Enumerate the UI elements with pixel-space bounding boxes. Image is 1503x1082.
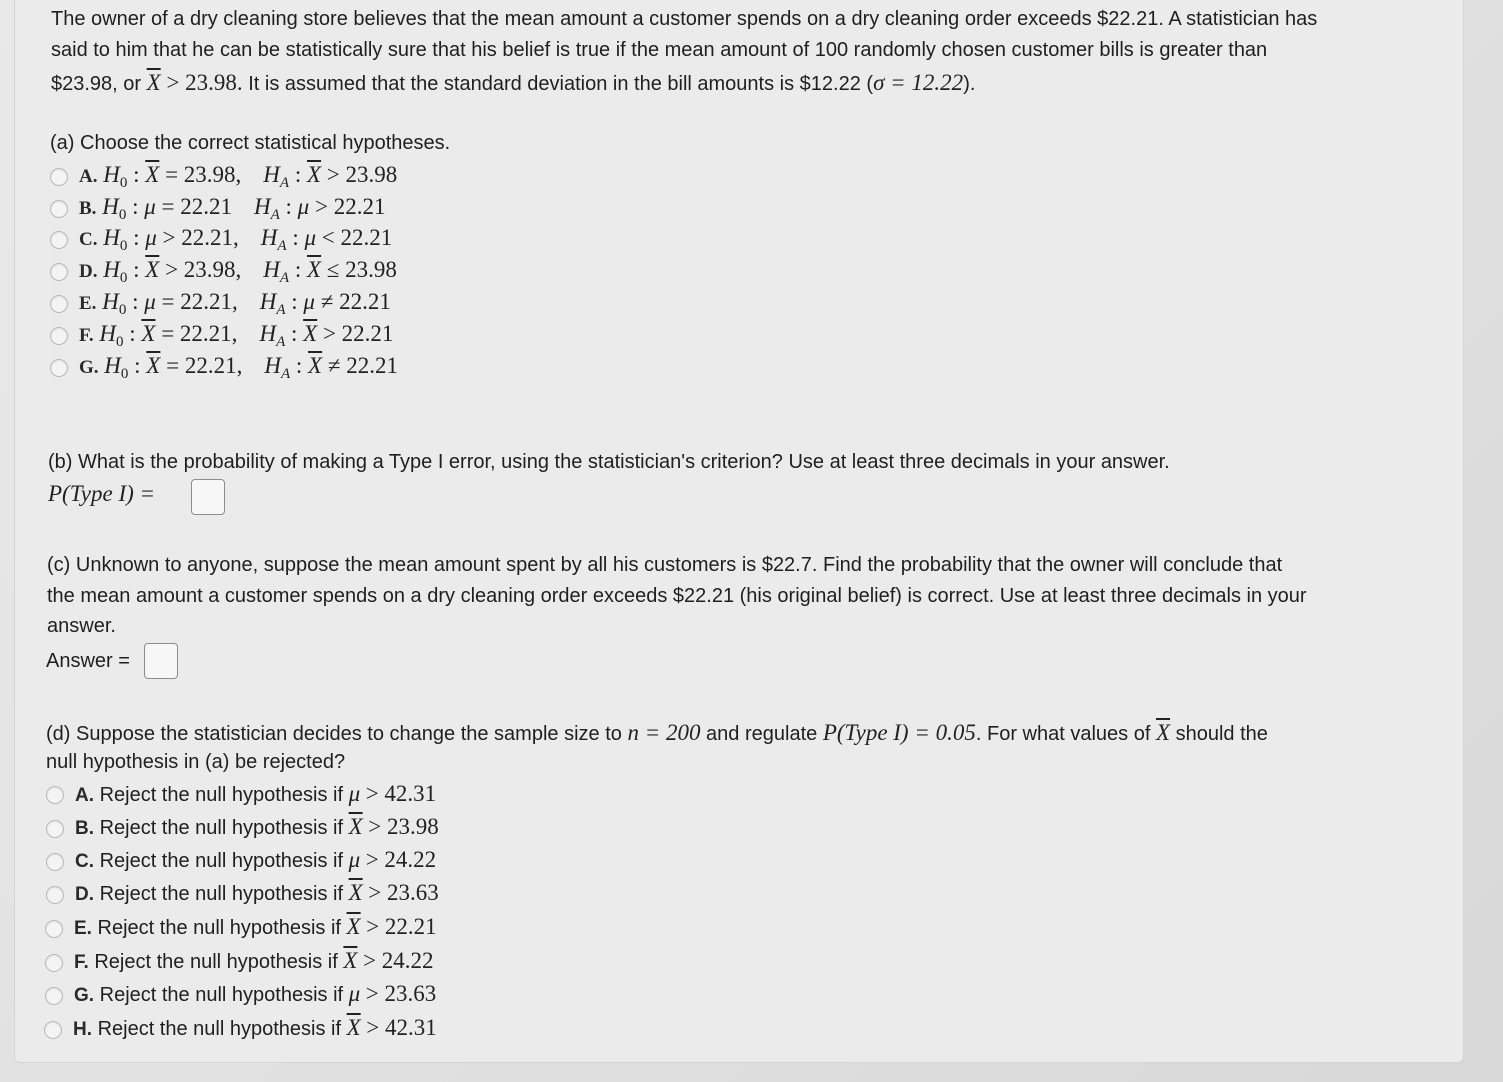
intro-text-a: $23.98, or (51, 73, 142, 95)
part-d-xbar-math: $\overline{X}$ (1155, 720, 1171, 745)
part-d-question-line-1 (46, 720, 1268, 746)
part-a-option-a[interactable]: A. $H_0$ : $\overline{X} = 23.98$, $H_A$ : $\overline{X} > 23.98$ (79, 162, 398, 191)
part-a-radio-c[interactable] (50, 231, 68, 249)
part-d-radio-f[interactable] (45, 954, 63, 972)
intro-xbar-math: $\overline{X} > 23.98$. (146, 70, 243, 95)
part-d-radio-h[interactable] (44, 1021, 62, 1039)
intro-line-2: said to him that he can be statistically sure that his belief is true if the mean amount of 100 randomly chosen customer bills is greater than (51, 39, 1268, 61)
part-d-text-d: should the (1175, 723, 1268, 745)
part-a-radio-f[interactable] (50, 327, 68, 345)
part-a-radio-e[interactable] (50, 295, 68, 313)
part-d-option-c[interactable]: C. Reject the null hypothesis if μ > 24.22 (75, 847, 437, 872)
part-a-option-b[interactable]: B. $H_0$ : μ = 22.21 $H_A$ : μ > 22.21 (79, 194, 386, 223)
part-b-answer-input[interactable] (191, 479, 225, 515)
part-d-radio-c[interactable] (46, 853, 64, 871)
part-a-radio-a[interactable] (50, 168, 68, 186)
part-d-option-d[interactable]: D. Reject the null hypothesis if $\overline{X} > 23.63$ (75, 880, 439, 905)
part-d-radio-g[interactable] (45, 987, 63, 1005)
intro-line-1: The owner of a dry cleaning store believes that the mean amount a customer spends on a dry cleaning order exceeds $22.21. A statistician has (51, 8, 1318, 30)
part-d-n-math: n = 200 (627, 720, 701, 745)
part-d-radio-a[interactable] (46, 786, 64, 804)
part-c-line-1: (c) Unknown to anyone, suppose the mean amount spent by all his customers is $22.7. Find the probability that the owner will conclude that (47, 554, 1283, 576)
part-a-option-e[interactable]: E. $H_0$ : μ = 22.21, $H_A$ : μ ≠ 22.21 (79, 289, 391, 318)
intro-line-3 (51, 70, 975, 96)
part-a-question: (a) Choose the correct statistical hypotheses. (50, 132, 451, 154)
part-c-label: Answer = (46, 650, 130, 672)
part-d-option-g[interactable]: G. Reject the null hypothesis if μ > 23.63 (74, 981, 437, 1006)
part-d-radio-d[interactable] (46, 886, 64, 904)
part-d-text-c: . For what values of (975, 723, 1151, 745)
part-d-text-a: (d) Suppose the statistician decides to change the sample size to (46, 723, 622, 745)
part-d-option-b[interactable]: B. Reject the null hypothesis if $\overline{X} > 23.98$ (75, 814, 439, 839)
intro-text-c: ). (963, 73, 976, 95)
part-a-radio-g[interactable] (50, 359, 68, 377)
part-d-option-f[interactable]: F. Reject the null hypothesis if $\overline{X} > 24.22$ (74, 948, 434, 973)
part-b-question: (b) What is the probability of making a Type I error, using the statistician's criterion? Use at least three decimals in your answer. (48, 451, 1170, 473)
part-d-option-a[interactable]: A. Reject the null hypothesis if μ > 42.31 (75, 781, 437, 806)
part-d-question-line-2: null hypothesis in (a) be rejected? (46, 751, 346, 773)
part-c-line-3: answer. (47, 615, 116, 637)
part-d-radio-b[interactable] (46, 820, 64, 838)
part-d-option-e[interactable]: E. Reject the null hypothesis if $\overline{X} > 22.21$ (74, 914, 437, 939)
intro-text-b: It is assumed that the standard deviation in the bill amounts is $12.22 ( (248, 73, 874, 95)
intro-sigma-math: σ = 12.22 (873, 70, 964, 95)
part-a-option-g[interactable]: G. $H_0$ : $\overline{X} = 22.21$, $H_A$ : $\overline{X} \ne 22.21$ (79, 353, 398, 382)
part-a-option-d[interactable]: D. $H_0$ : $\overline{X} > 23.98$, $H_A$ : $\overline{X} \le 23.98$ (79, 257, 397, 286)
part-d-text-b: and regulate (706, 723, 818, 745)
part-a-option-f[interactable]: F. $H_0$ : $\overline{X} = 22.21$, $H_A$ : $\overline{X} > 22.21$ (79, 321, 394, 350)
part-b-label: P(Type I) = (48, 481, 156, 506)
part-d-p-math: P(Type I) = 0.05 (822, 720, 976, 745)
part-a-radio-b[interactable] (50, 200, 68, 218)
part-a-radio-d[interactable] (50, 263, 68, 281)
part-c-line-2: the mean amount a customer spends on a dry cleaning order exceeds $22.21 (his original belief) is correct. Use at least three decimals in your (47, 585, 1307, 607)
part-c-answer-input[interactable] (144, 643, 178, 679)
part-d-option-h[interactable]: H. Reject the null hypothesis if $\overline{X} > 42.31$ (73, 1015, 437, 1040)
part-a-option-c[interactable]: C. $H_0$ : μ > 22.21, $H_A$ : μ < 22.21 (79, 225, 393, 254)
part-d-radio-e[interactable] (45, 920, 63, 938)
